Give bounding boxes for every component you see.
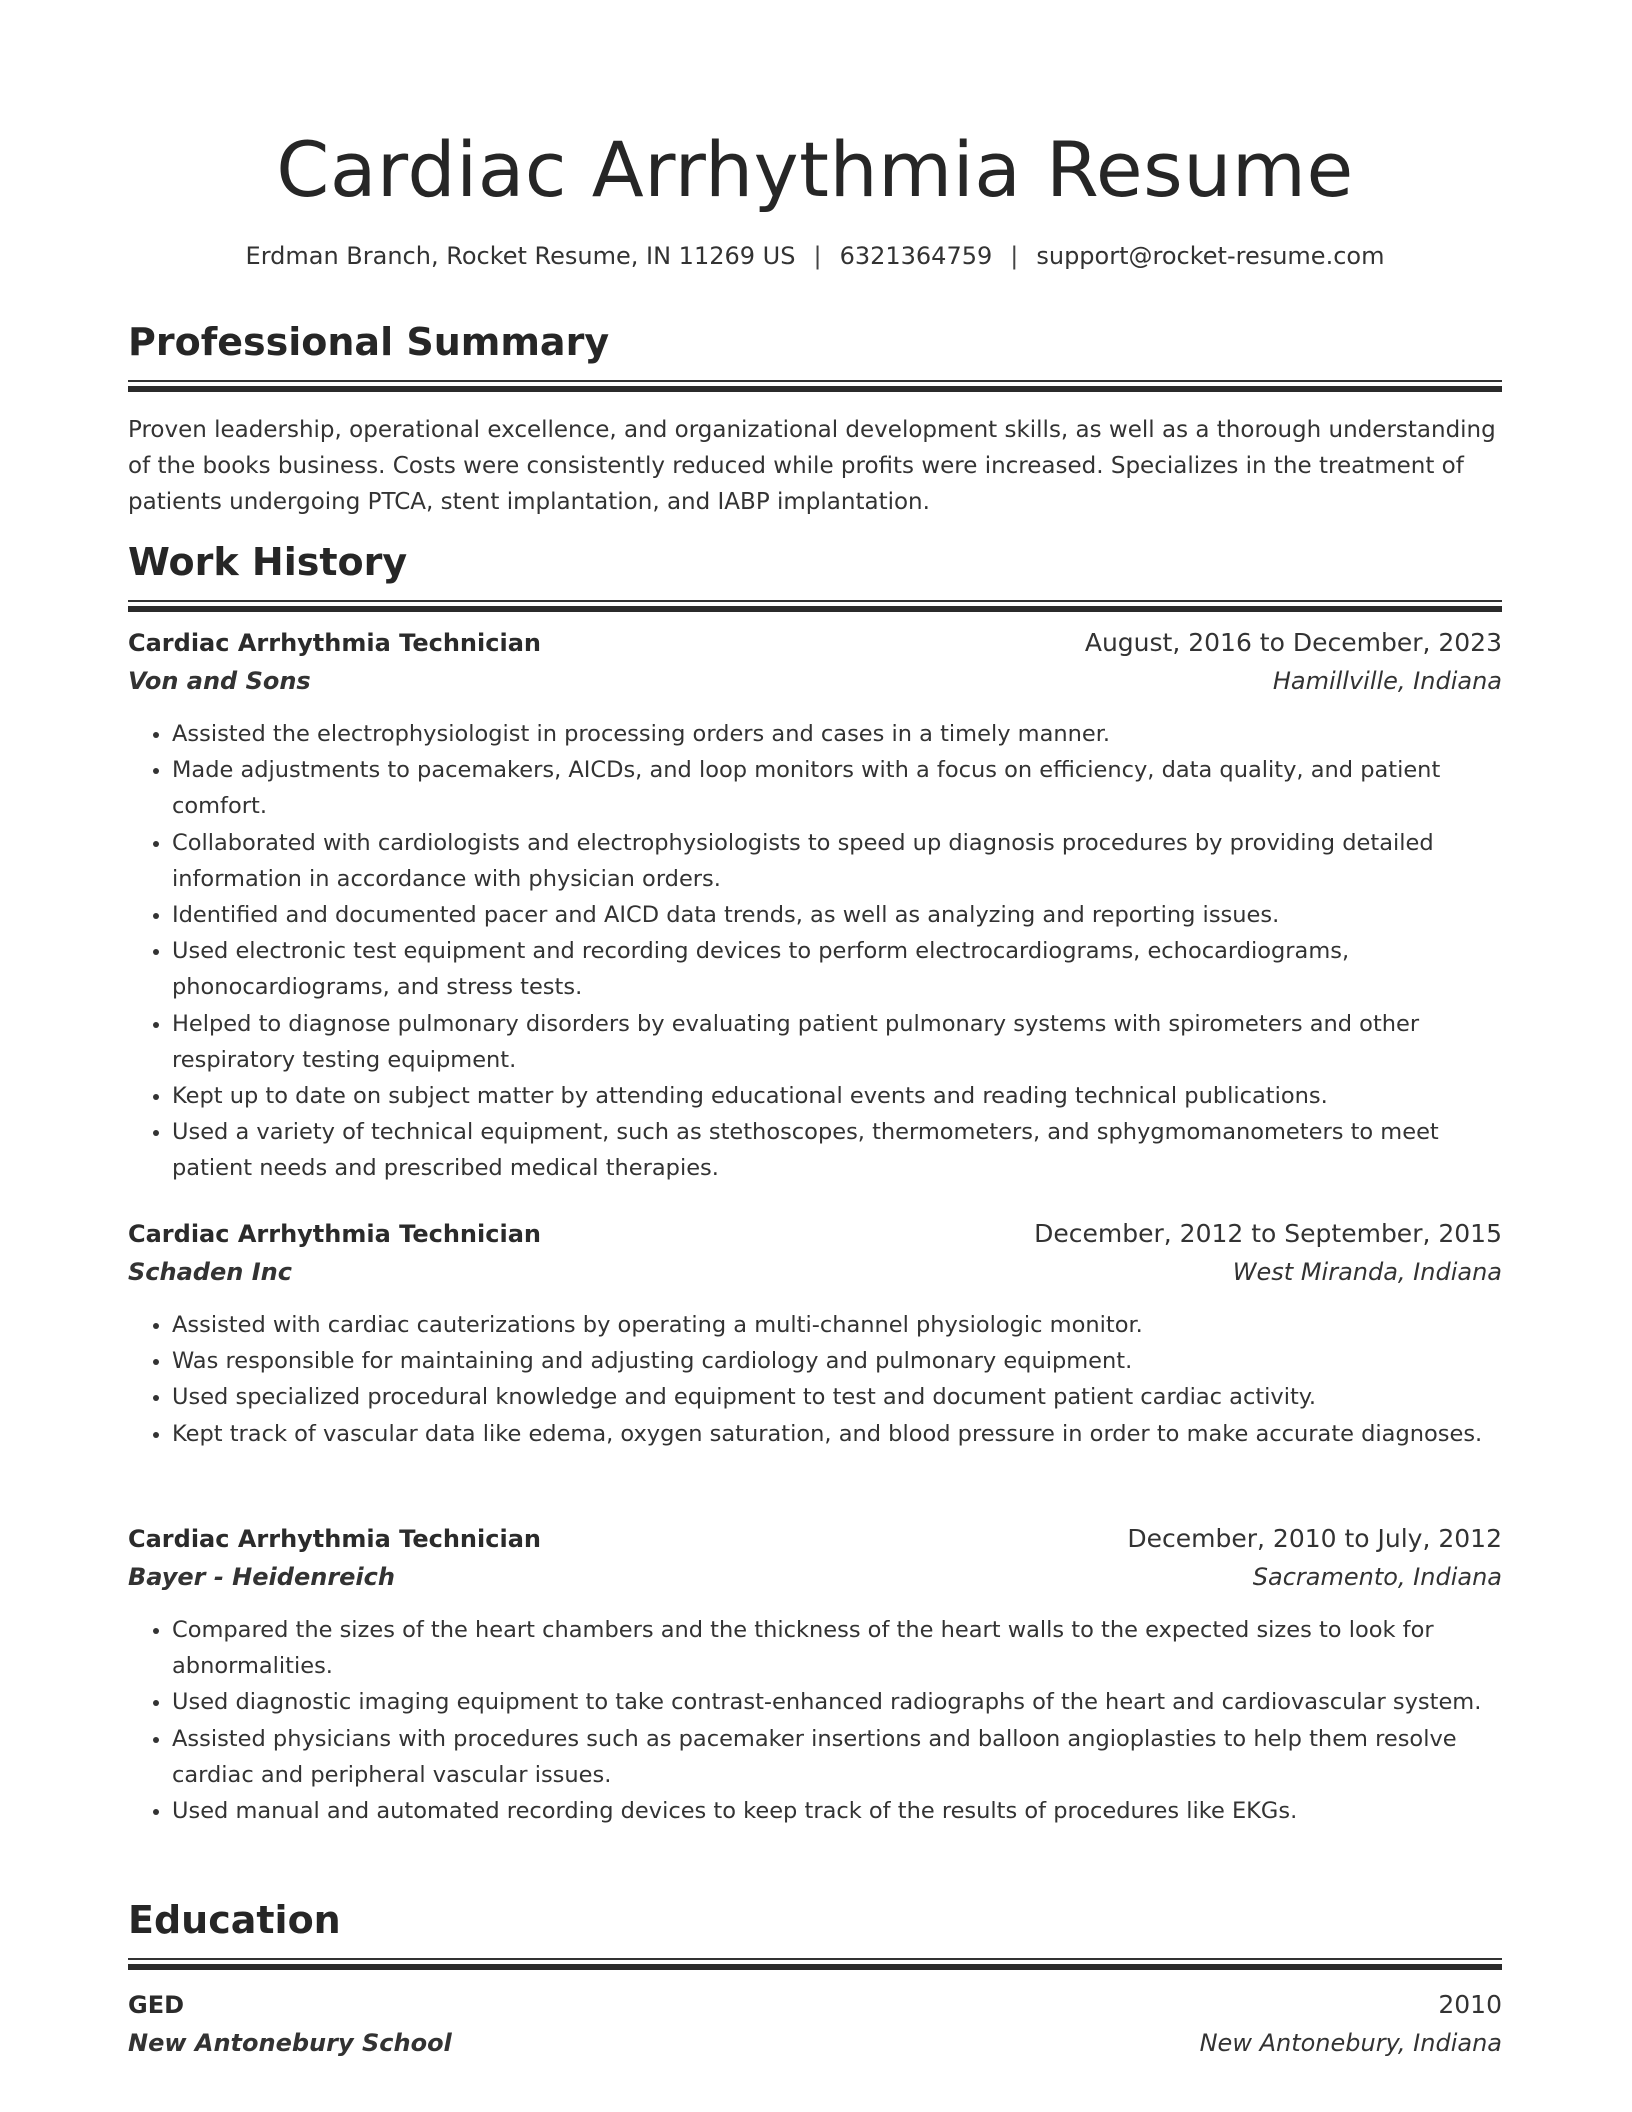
contact-separator: |	[1010, 242, 1019, 270]
job-bullets	[128, 1612, 1502, 1829]
job-company: Schaden Inc	[128, 1258, 292, 1286]
job-location: West Miranda, Indiana	[1232, 1258, 1502, 1286]
section-rule	[128, 380, 1502, 382]
job-bullets	[128, 1307, 1502, 1452]
job-company: Bayer - Heidenreich	[128, 1563, 395, 1591]
list-item: • Used manual and automated recording devices to keep track of the results of procedures like EKGs.	[172, 1793, 1502, 1829]
list-item: • Compared the sizes of the heart chambers and the thickness of the heart walls to the expected sizes to look for abnormalities.	[172, 1612, 1502, 1684]
section-heading: Work History	[128, 540, 408, 584]
list-item: • Kept up to date on subject matter by attending educational events and reading technical publications.	[172, 1078, 1502, 1114]
summary-text: Proven leadership, operational excellence, and organizational development skills, as well as a thorough understanding of the books business. Costs were consistently reduced while profits were increased. Specializes in the treatment of patients undergoing PTCA, stent implantation, and IABP implantation.	[128, 417, 1496, 515]
list-item: • Assisted with cardiac cauterizations by operating a multi-channel physiologic monitor.	[172, 1307, 1502, 1343]
list-item: • Helped to diagnose pulmonary disorders by evaluating patient pulmonary systems with spirometers and other respiratory testing equipment.	[172, 1006, 1502, 1078]
list-item: • Used specialized procedural knowledge and equipment to test and document patient cardiac activity.	[172, 1379, 1502, 1415]
education-entry	[128, 1986, 1502, 2062]
section-rule-thick	[128, 386, 1502, 392]
section-heading: Education	[128, 1898, 341, 1942]
section-heading: Professional Summary	[128, 320, 610, 364]
list-item: • Assisted the electrophysiologist in processing orders and cases in a timely manner.	[172, 716, 1502, 752]
section-rule-thick	[128, 606, 1502, 612]
education-location: New Antonebury, Indiana	[1199, 2029, 1502, 2057]
education-degree: GED	[128, 1991, 185, 2019]
job-bullets	[128, 716, 1502, 1187]
job-location: Hamillville, Indiana	[1272, 667, 1502, 695]
contact-line	[128, 238, 1502, 274]
list-item: • Used diagnostic imaging equipment to take contrast-enhanced radiographs of the heart and cardiovascular system.	[172, 1684, 1502, 1720]
contact-address: Erdman Branch, Rocket Resume, IN 11269 US	[245, 242, 796, 270]
job-company: Von and Sons	[128, 667, 311, 695]
contact-phone: 6321364759	[839, 242, 993, 270]
contact-separator: |	[813, 242, 822, 270]
list-item: • Assisted physicians with procedures such as pacemaker insertions and balloon angioplasties to help them resolve cardiac and peripheral vascular issues.	[172, 1721, 1502, 1793]
section-rule-thick	[128, 1964, 1502, 1970]
list-item: • Used electronic test equipment and recording devices to perform electrocardiograms, echocardiograms, phonocardiograms, and stress tests.	[172, 933, 1502, 1005]
summary-section	[128, 318, 1502, 520]
education-year: 2010	[1438, 1990, 1502, 2019]
list-item: • Collaborated with cardiologists and electrophysiologists to speed up diagnosis procedures by providing detailed information in accordance with physician orders.	[172, 825, 1502, 897]
job-entry	[128, 624, 1502, 1187]
job-dates: December, 2012 to September, 2015	[1034, 1219, 1502, 1248]
job-entry	[128, 1215, 1502, 1452]
job-title: Cardiac Arrhythmia Technician	[128, 1220, 541, 1248]
education-school: New Antonebury School	[128, 2029, 452, 2057]
list-item: • Made adjustments to pacemakers, AICDs, and loop monitors with a focus on efficiency, data quality, and patient comfort.	[172, 752, 1502, 824]
section-rule	[128, 600, 1502, 602]
resume-title: Cardiac Arrhythmia Resume	[276, 125, 1354, 214]
job-title: Cardiac Arrhythmia Technician	[128, 1525, 541, 1553]
job-dates: August, 2016 to December, 2023	[1084, 628, 1502, 657]
list-item: • Kept track of vascular data like edema, oxygen saturation, and blood pressure in order to make accurate diagnoses.	[172, 1416, 1502, 1452]
work-history-section	[128, 538, 1502, 612]
contact-email: support@rocket-resume.com	[1036, 242, 1385, 270]
list-item: • Identified and documented pacer and AICD data trends, as well as analyzing and reporting issues.	[172, 897, 1502, 933]
section-rule	[128, 1958, 1502, 1960]
job-location: Sacramento, Indiana	[1252, 1563, 1502, 1591]
job-title: Cardiac Arrhythmia Technician	[128, 629, 541, 657]
list-item: • Was responsible for maintaining and adjusting cardiology and pulmonary equipment.	[172, 1343, 1502, 1379]
education-section	[128, 1896, 1502, 1970]
job-dates: December, 2010 to July, 2012	[1127, 1524, 1502, 1553]
job-entry	[128, 1520, 1502, 1829]
list-item: • Used a variety of technical equipment, such as stethoscopes, thermometers, and sphygmomanometers to meet patient needs and prescribed medical therapies.	[172, 1114, 1502, 1186]
